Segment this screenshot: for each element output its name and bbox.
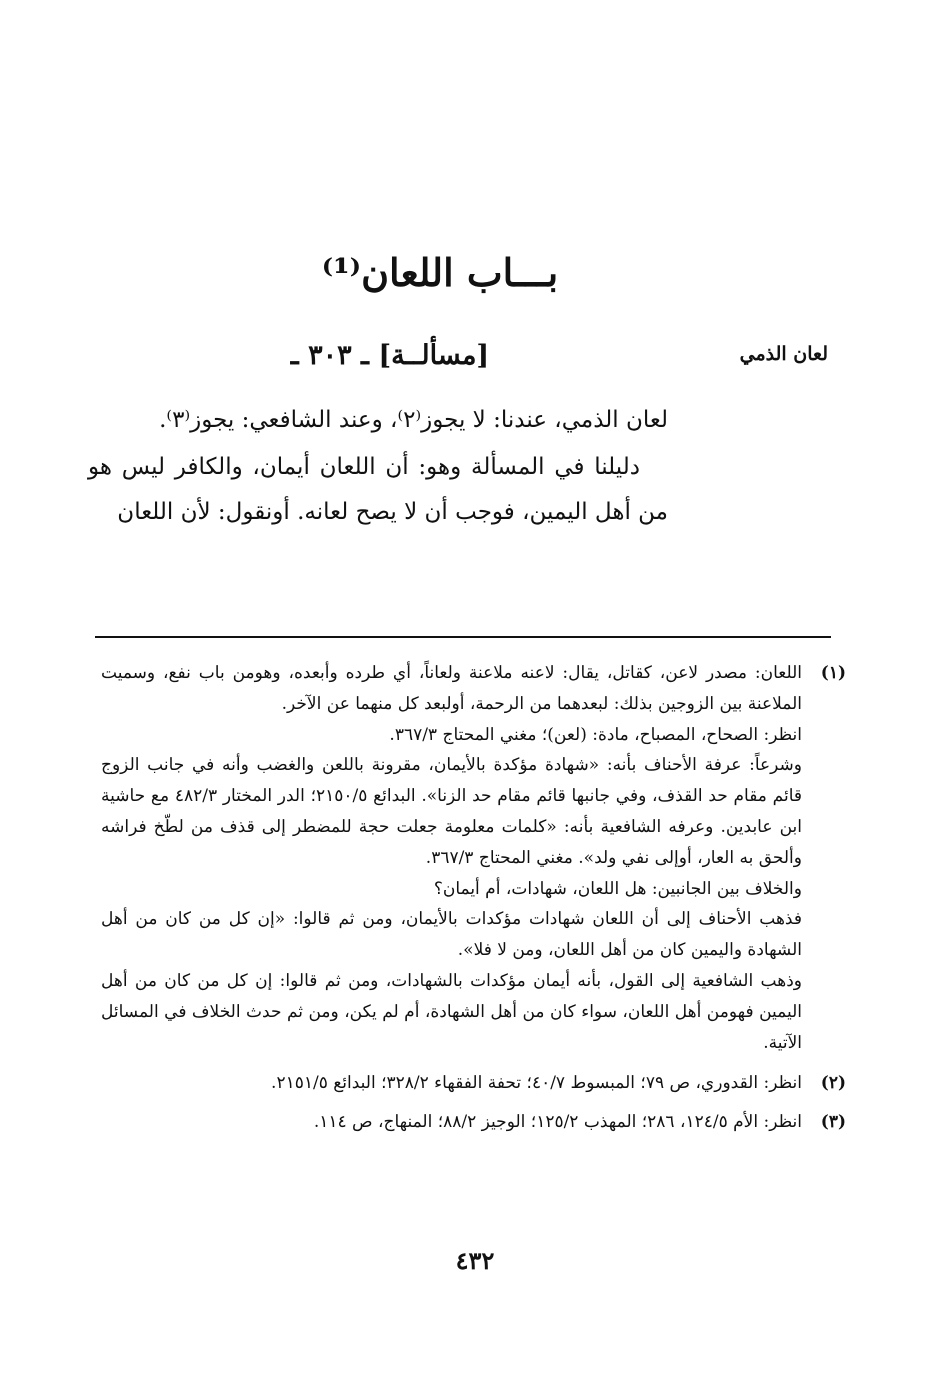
page-number: ٤٣٢ (455, 1246, 495, 1275)
footnote-number: (٣) (820, 1112, 846, 1133)
footnotes (101, 658, 846, 1138)
footnote-line: وذهب الشافعية إلى القول، بأنه أيمان مؤكدات بالشهادات، ومن ثم قالوا: إن كل من كان من أهل اليمين فهومن أهل اللعان، سواء كان من أهل الشهادة، أم لم يكن، ومن ثم حدث الخلاف في المسائل الآتية. (101, 970, 802, 1053)
footnote-line: فذهب الأحناف إلى أن اللعان شهادات مؤكدات بالأيمان، ومن ثم قالوا: «إن كل من كان من أهل الشهادة واليمين كان من أهل اللعان، ومن لا فلا». (101, 909, 802, 961)
footnote-divider (95, 636, 831, 638)
footnote (101, 1068, 846, 1099)
footnote-line: اللعان: مصدر لاعن، كقاتل، يقال: لاعنه ملاعنة ولعاناً، أي طرده وأبعده، وهومن باب نفع، وسميت الملاعنة بين الزوجين بذلك: لبعدهما من الرحمة، أولبعد كل منهما عن الآخر. (101, 663, 802, 714)
footnote-line: والخلاف بين الجانبين: هل اللعان، شهادات، أم أيمان؟ (433, 878, 802, 899)
footnote (101, 1107, 846, 1138)
footnote-number: (٢) (820, 1073, 846, 1094)
footnote-line: انظر: القدوري، ص ٧٩؛ المبسوط ٤٠/٧؛ تحفة الفقهاء ٣٢٨/٢؛ البدائع ٢١٥١/٥. (271, 1073, 802, 1094)
issue-heading: [مسألــة] ـ ٣٠٣ ـ (290, 340, 490, 371)
footnote (101, 658, 846, 1058)
main-paragraph: لعان الذمي، عندنا: لا يجوز⁽٢⁾، وعند الشافعي: يجوز⁽٣⁾. (159, 407, 668, 433)
main-text (88, 398, 668, 537)
margin-note: لعان الذمي (739, 343, 828, 365)
main-paragraph: دليلنا في المسألة وهو: أن اللعان أيمان، والكافر ليس هو من أهل اليمين، فوجب أن لا يصح لعانه. أونقول: لأن اللعان (88, 454, 668, 525)
footnote-line: انظر: الأم ١٢٤/٥، ٢٨٦؛ المهذب ١٢٥/٢؛ الوجيز ٨٨/٢؛ المنهاج، ص ١١٤. (313, 1112, 802, 1133)
chapter-title: بـــاب اللعان⁽¹⁾ (321, 250, 559, 295)
footnote-line: وشرعاً: عرفة الأحناف بأنه: «شهادة مؤكدة بالأيمان، مقرونة باللعن والغضب وأنه في جانب الزوج قائم مقام حد القذف، وفي جانبها قائم مقام حد الزنا». البدائع ٢١٥٠/٥؛ الدر المختار ٤٨٢/٣ مع حاشية ابن عابدين. وعرفه الشافعية بأنه: «كلمات معلومة جعلت حجة للمضطر إلى قذف من لطّخ فراشه وألحق به العار، أوإلى نفي ولد». مغني المحتاج ٣٦٧/٣. (101, 755, 803, 868)
footnote-line: انظر: الصحاح، المصباح، مادة: (لعن)؛ مغني المحتاج ٣٦٧/٣. (389, 724, 802, 745)
footnote-number: (١) (820, 663, 846, 683)
